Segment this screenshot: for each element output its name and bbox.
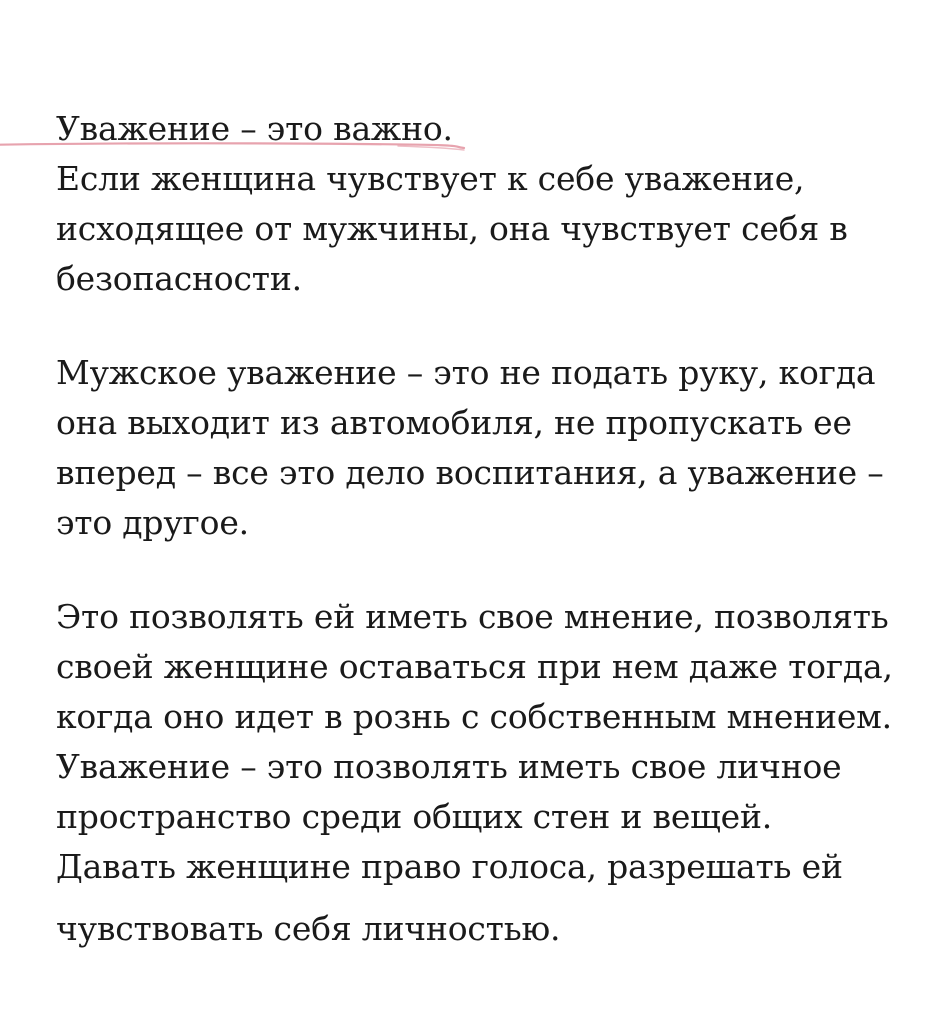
paragraph-1-line-1: Если женщина чувствует к себе уважение, <box>56 159 805 198</box>
paragraph-2-line-1: Мужское уважение – это не подать руку, когда <box>56 353 876 392</box>
paragraph-1-line-2: исходящее от мужчины, она чувствует себя в <box>56 209 848 248</box>
paragraph-3-line-4: Уважение – это позволять иметь свое личное <box>56 747 842 786</box>
paragraph-gap <box>56 304 916 348</box>
paragraph-gap <box>56 548 916 592</box>
paragraph-2-line-4: это другое. <box>56 503 249 542</box>
heading: Уважение – это важно. <box>56 109 453 148</box>
article-text <box>56 104 916 954</box>
paragraph-3-line-6: Давать женщине право голоса, разрешать ей <box>56 847 843 886</box>
paragraph-3-line-7: чувствовать себя личностью. <box>56 909 561 948</box>
paragraph-1-line-3: безопасности. <box>56 259 302 298</box>
paragraph-3-line-3: когда оно идет в рознь с собственным мнением. <box>56 697 892 736</box>
paragraph-2-line-3: вперед – все это дело воспитания, а уважение – <box>56 453 884 492</box>
paragraph-3-line-2: своей женщине оставаться при нем даже тогда, <box>56 647 893 686</box>
paragraph-2-line-2: она выходит из автомобиля, не пропускать ее <box>56 403 852 442</box>
paragraph-3-line-5: пространство среди общих стен и вещей. <box>56 797 773 836</box>
paragraph-3-line-1: Это позволять ей иметь свое мнение, позволять <box>56 597 889 636</box>
